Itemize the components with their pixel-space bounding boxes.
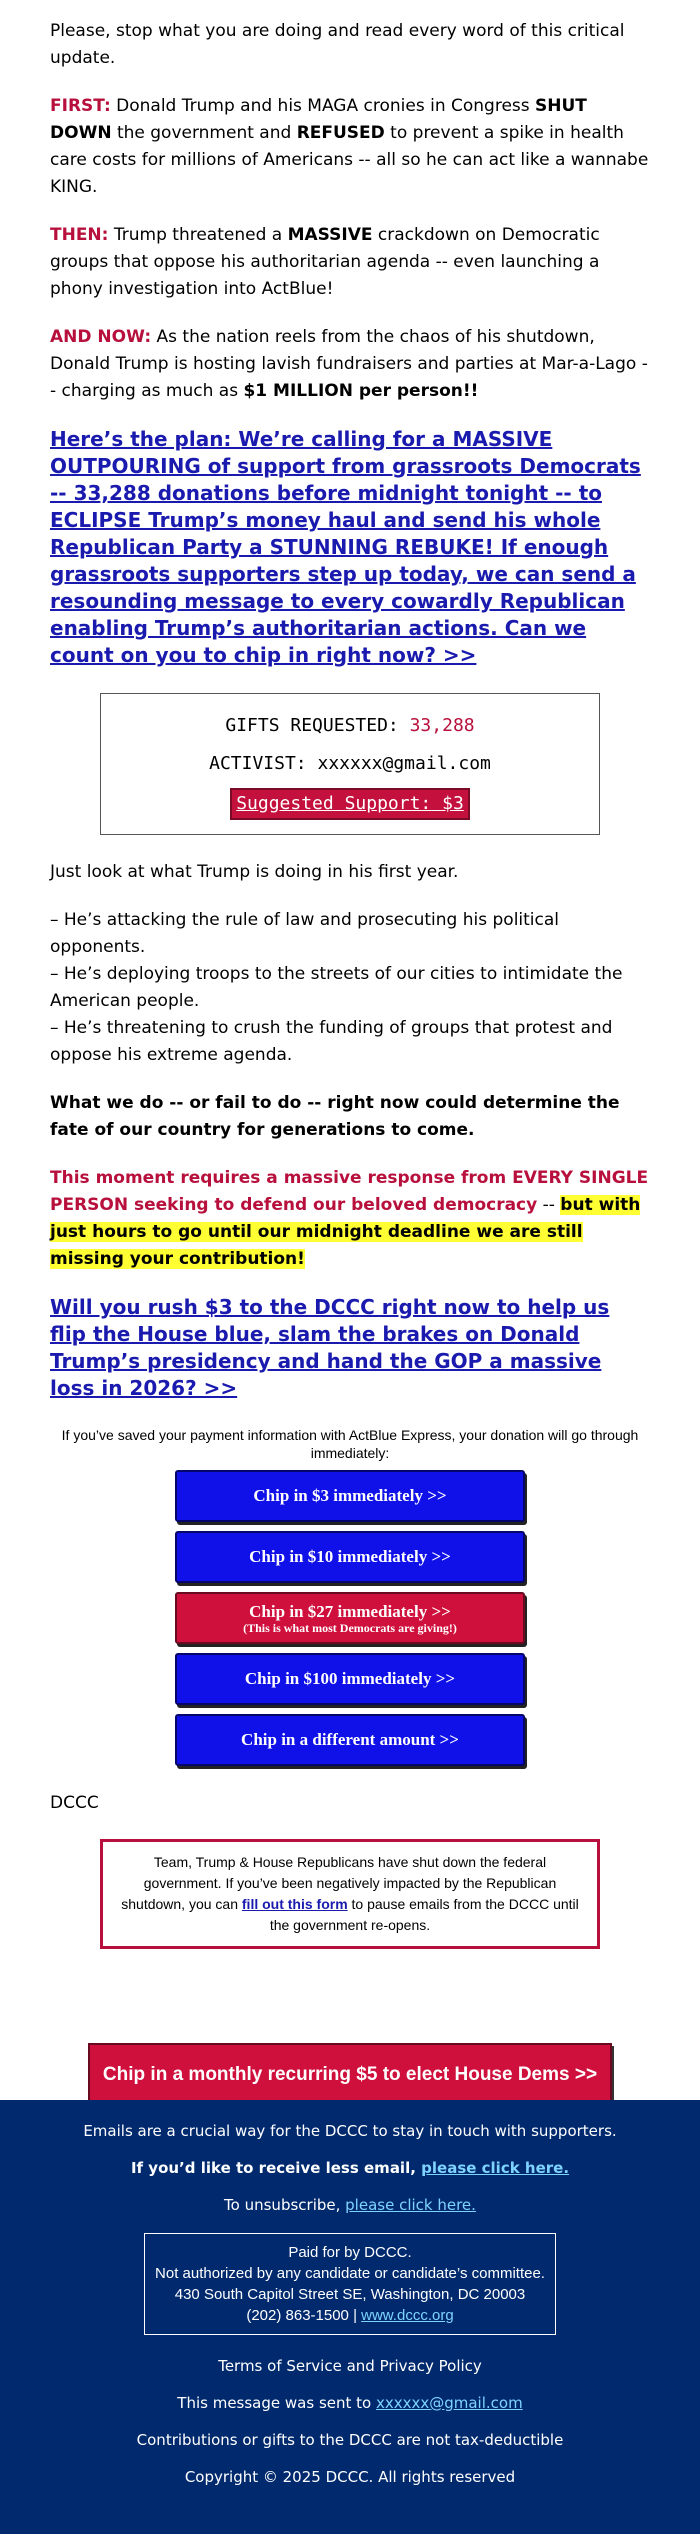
- actblue-express-note: If you’ve saved your payment information with ActBlue Express, your donation will go through immediately:: [61, 1427, 639, 1461]
- terms-privacy-link[interactable]: Terms of Service and Privacy Policy: [218, 2357, 482, 2375]
- suggested-support-button[interactable]: Suggested Support: $3: [230, 788, 470, 820]
- copyright-text: Copyright © 2025 DCCC. All rights reserved: [184, 2468, 516, 2486]
- gifts-requested-label: GIFTS REQUESTED:: [225, 715, 410, 736]
- sent-to-email-link[interactable]: xxxxxx@gmail.com: [375, 2394, 523, 2412]
- address-text: 430 South Capitol Street SE, Washington, DC 20003: [174, 2286, 526, 2303]
- moment-red-text: This moment requires a massive response from EVERY SINGLE PERSON seeking to defend our beloved democracy: [50, 1168, 649, 1215]
- moment-highlight-text: but with just hours to go until our midnight deadline we are still missing your contribution!: [50, 1195, 641, 1269]
- less-email-text: If you’d like to receive less email,: [130, 2159, 422, 2177]
- what-we-do-paragraph: What we do -- or fail to do -- right now could determine the fate of our country for generations to come.: [50, 1093, 620, 1140]
- list-item: – He’s attacking the rule of law and prosecuting his political opponents.: [50, 910, 560, 957]
- shutdown-text-2: to pause emails from the DCCC until the government re-opens.: [269, 1896, 579, 1933]
- activist-value: xxxxxx@gmail.com: [317, 753, 491, 774]
- unsubscribe-link[interactable]: please click here.: [345, 2196, 476, 2214]
- not-authorized-text: Not authorized by any candidate or candidate’s committee.: [155, 2265, 545, 2282]
- footer-emails-text: Emails are a crucial way for the DCCC to stay in touch with supporters.: [83, 2122, 617, 2140]
- gifts-requested-row: [111, 712, 589, 740]
- paid-for-box: [144, 2233, 556, 2335]
- chip-in-other-button[interactable]: Chip in a different amount >>: [175, 1714, 525, 1766]
- then-paragraph: [50, 222, 650, 303]
- andnow-bold-1: $1 MILLION per person!!: [243, 381, 479, 401]
- chip-in-27-button[interactable]: [175, 1592, 525, 1644]
- chip-in-27-label: Chip in $27 immediately >>: [249, 1602, 451, 1621]
- footer-unsubscribe: [0, 2196, 700, 2214]
- tax-text: Contributions or gifts to the DCCC are not tax-deductible: [136, 2431, 564, 2449]
- then-bold-1: MASSIVE: [287, 225, 373, 245]
- phone-text: (202) 863-1500 |: [246, 2307, 362, 2324]
- andnow-paragraph: [50, 324, 650, 405]
- email-body: [50, 0, 650, 2107]
- then-label: THEN:: [50, 225, 109, 245]
- look-paragraph: Just look at what Trump is doing in his first year.: [50, 862, 459, 882]
- then-text-1: Trump threatened a: [108, 225, 288, 245]
- trump-actions-list: [50, 907, 650, 1069]
- list-item: – He’s deploying troops to the streets of our cities to intimidate the American people.: [50, 964, 623, 1011]
- moment-dash: --: [537, 1195, 561, 1215]
- chip-in-10-button[interactable]: Chip in $10 immediately >>: [175, 1531, 525, 1583]
- footer-sent-to: [0, 2394, 700, 2412]
- chip-in-27-sublabel: (This is what most Democrats are giving!): [243, 1621, 457, 1635]
- activist-row: [111, 750, 589, 778]
- first-paragraph: [50, 93, 650, 201]
- first-label: FIRST:: [50, 96, 111, 116]
- first-bold-2: REFUSED: [296, 123, 385, 143]
- gift-request-box: [100, 693, 600, 835]
- chip-in-3-button[interactable]: Chip in $3 immediately >>: [175, 1470, 525, 1522]
- less-email-link[interactable]: please click here.: [421, 2159, 570, 2177]
- website-link[interactable]: www.dccc.org: [361, 2307, 454, 2324]
- phone-website: [151, 2305, 549, 2326]
- shutdown-notice-box: [100, 1839, 600, 1949]
- first-text-1: Donald Trump and his MAGA cronies in Congress: [110, 96, 536, 116]
- monthly-recurring-button[interactable]: Chip in a monthly recurring $5 to elect House Dems >>: [88, 2043, 612, 2107]
- signature: DCCC: [50, 1793, 99, 1813]
- andnow-text-1: As the nation reels from the chaos of his shutdown, Donald Trump is hosting lavish fundraisers and parties at Mar-a-Lago -- charging as much as: [50, 327, 648, 401]
- shutdown-text-1: Team, Trump & House Republicans have shut down the federal government. If you’ve been negatively impacted by the Republican shutdown, you can: [121, 1854, 557, 1912]
- first-text-3: to prevent a spike in health care costs for millions of Americans -- all so he can act like a wannabe KING.: [50, 123, 649, 197]
- paid-by-text: Paid for by DCCC.: [288, 2244, 412, 2261]
- then-text-2: crackdown on Democratic groups that oppose his authoritarian agenda -- even launching a phony investigation into ActBlue!: [50, 225, 600, 299]
- plan-donate-link[interactable]: Here’s the plan: We’re calling for a MASSIVE OUTPOURING of support from grassroots Democrats -- 33,288 donations before midnight tonight -- to ECLIPSE Trump’s money haul and send his whole Republican Party a STUNNING REBUKE! If enough grassroots supporters step up today, we can send a resounding message to every cowardly Republican enabling Trump’s authoritarian actions. Can we count on you to chip in right now? >>: [50, 427, 641, 667]
- fill-out-form-link[interactable]: fill out this form: [241, 1896, 348, 1912]
- unsubscribe-text: To unsubscribe,: [224, 2196, 346, 2214]
- list-item: – He’s threatening to crush the funding of groups that protest and oppose his extreme agenda.: [50, 1018, 613, 1065]
- chip-in-100-button[interactable]: Chip in $100 immediately >>: [175, 1653, 525, 1705]
- first-bold-1: SHUT DOWN: [50, 96, 587, 143]
- gifts-requested-value: 33,288: [409, 715, 475, 736]
- footer-less-email: [0, 2159, 700, 2177]
- sent-to-text: This message was sent to: [177, 2394, 376, 2412]
- email-footer: [0, 2100, 700, 2534]
- andnow-label: AND NOW:: [50, 327, 152, 347]
- intro-paragraph: Please, stop what you are doing and read every word of this critical update.: [50, 21, 625, 68]
- first-text-2: the government and: [111, 123, 297, 143]
- activist-label: ACTIVIST:: [209, 753, 318, 774]
- moment-paragraph: [50, 1165, 650, 1273]
- rush-donate-link[interactable]: Will you rush $3 to the DCCC right now to help us flip the House blue, slam the brakes on Donald Trump’s presidency and hand the GOP a massive loss in 2026? >>: [50, 1295, 610, 1400]
